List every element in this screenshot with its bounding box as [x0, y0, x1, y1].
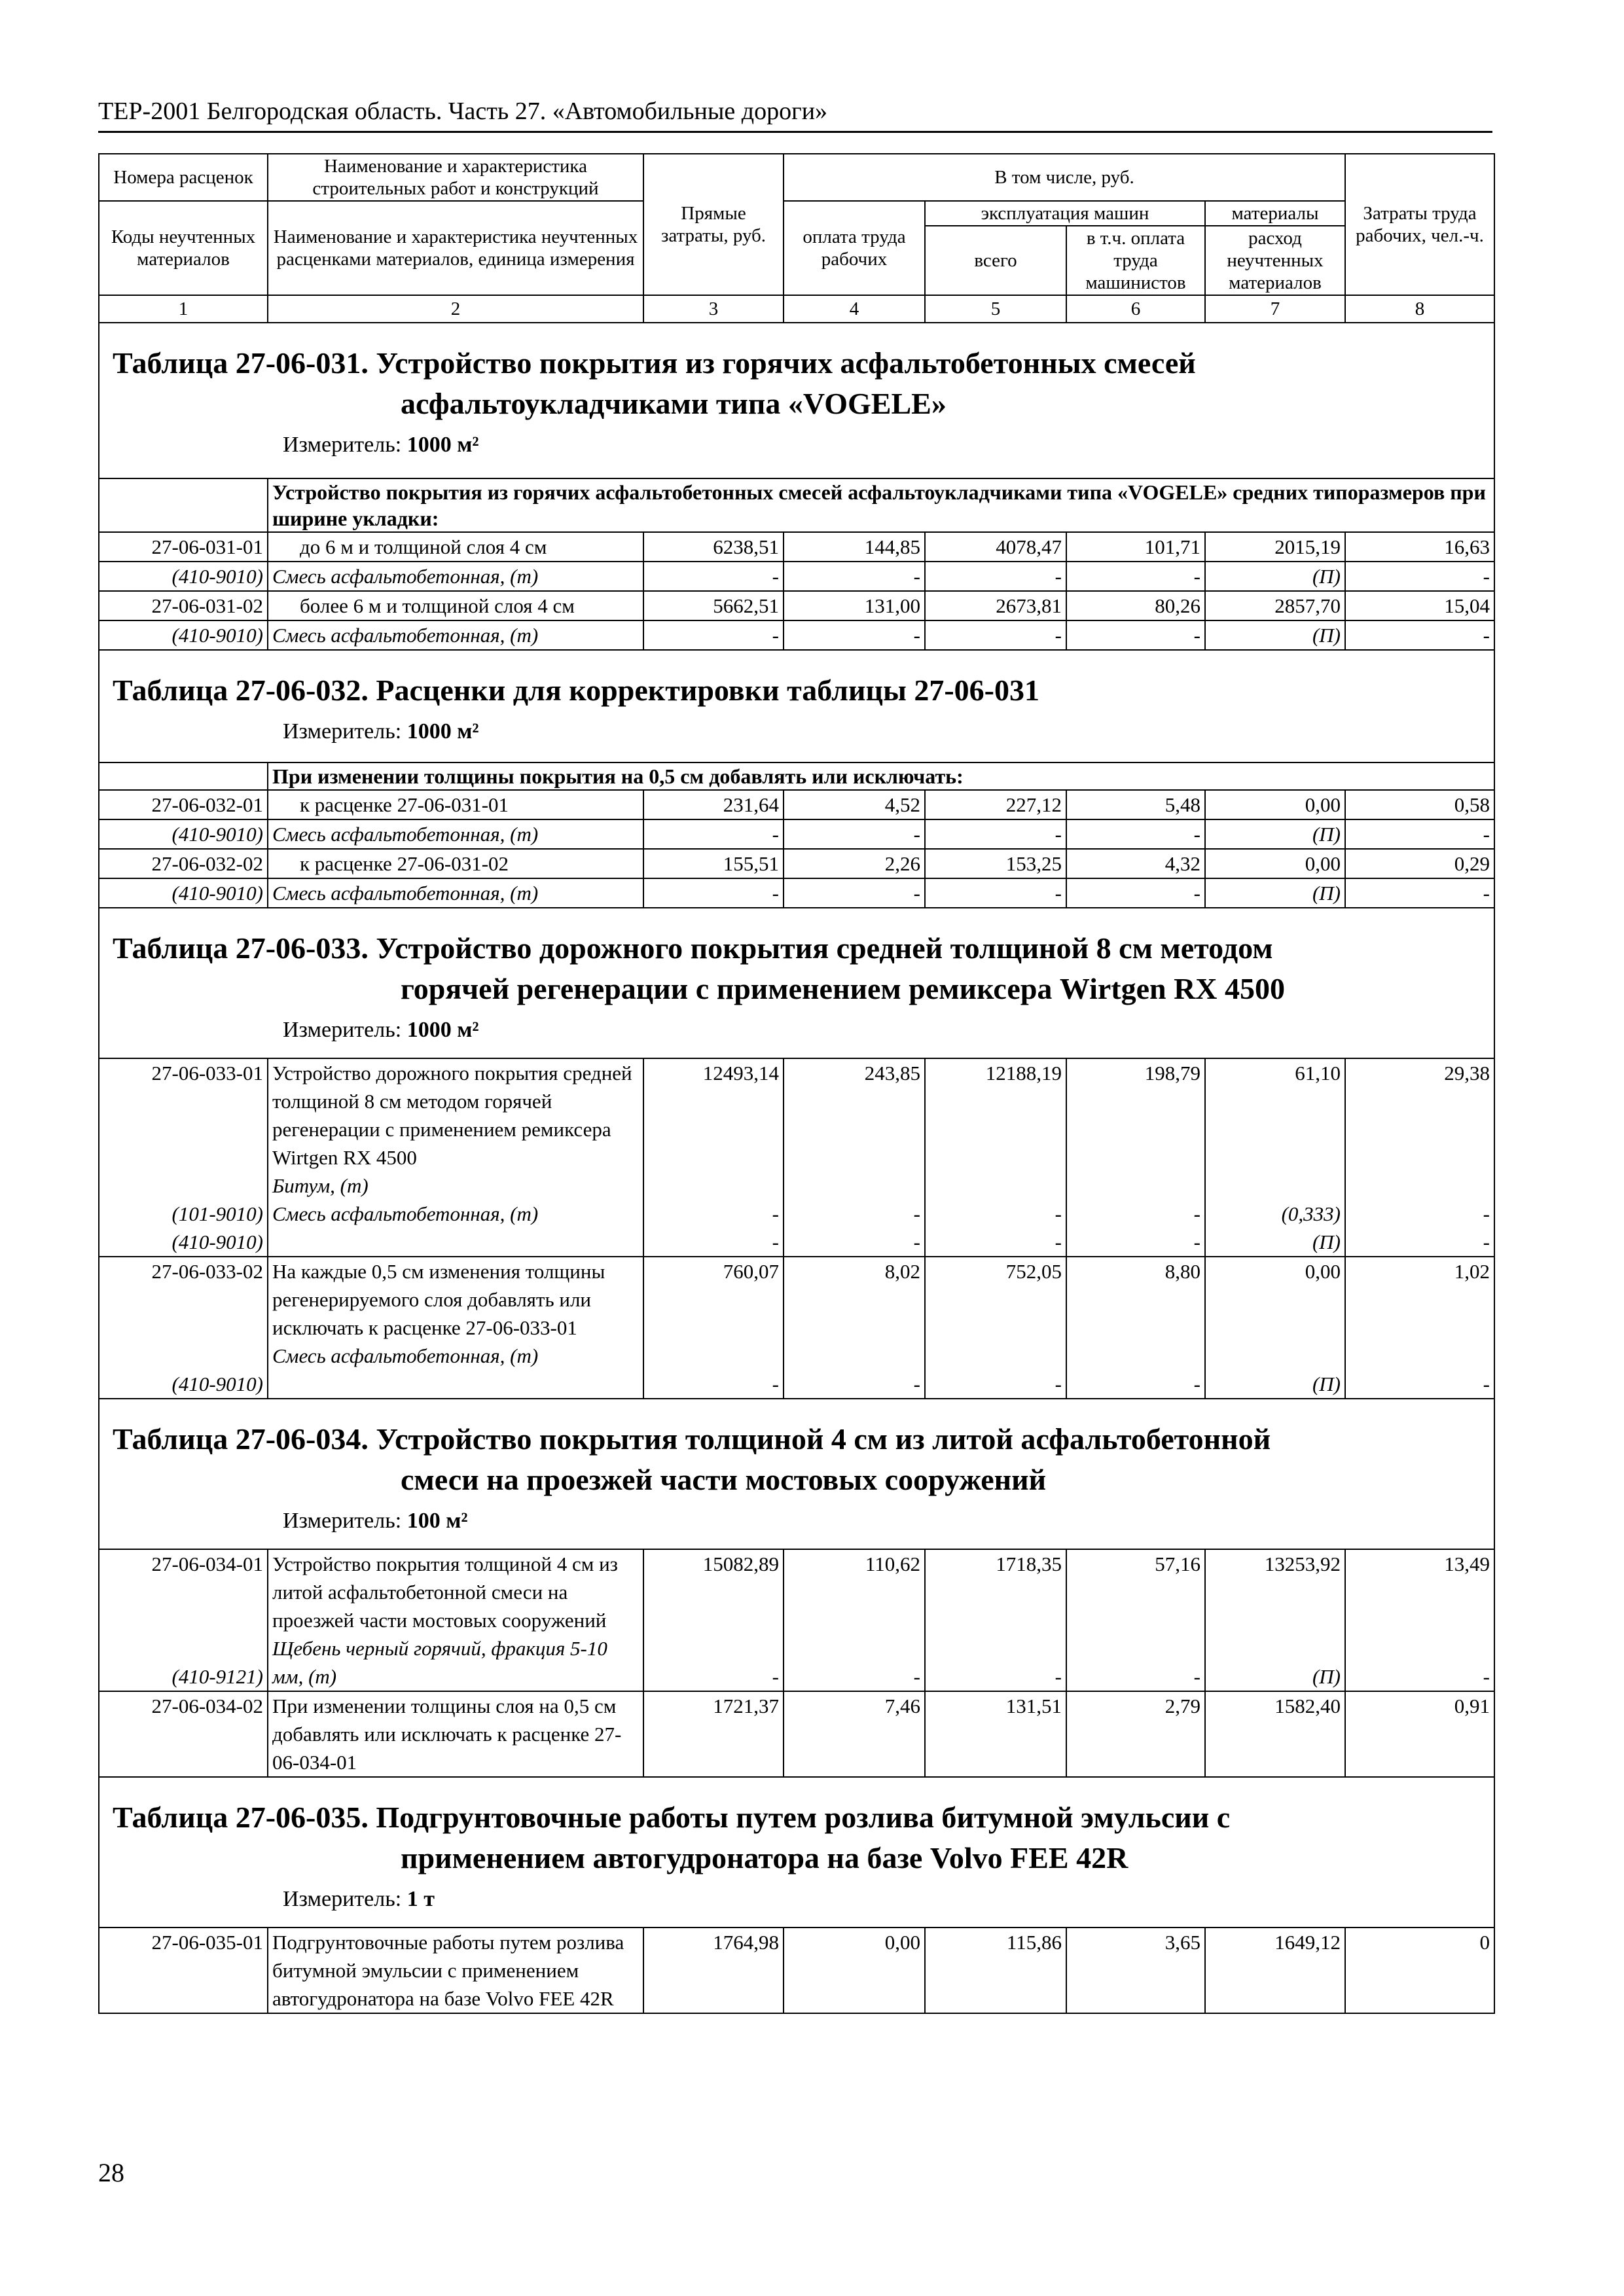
labor-costs: 0,58	[1345, 790, 1494, 819]
value-cell: 8,80 -	[1066, 1257, 1205, 1399]
material-value: -	[643, 819, 784, 849]
running-header: ТЕР-2001 Белгородская область. Часть 27. «Автомобильные дороги»	[98, 98, 828, 125]
head-machinists-pay: в т.ч. оплата труда машинистов	[1066, 226, 1205, 295]
workers-pay: 144,85	[784, 532, 925, 562]
value-cell: 13,49 -	[1345, 1549, 1494, 1691]
rate-row	[99, 1691, 1494, 1777]
head-machines-total: всего	[925, 226, 1066, 295]
machines-total: 4078,47	[925, 532, 1066, 562]
rates-document	[98, 153, 1494, 2014]
workers-pay: 4,52	[784, 790, 925, 819]
machines-total: 131,51	[925, 1691, 1066, 1777]
workers-pay: 2,26	[784, 849, 925, 878]
page-number: 28	[98, 2158, 124, 2187]
machinists-pay: 2,79	[1066, 1691, 1205, 1777]
materials: 2857,70	[1205, 591, 1345, 620]
labor-costs: 0,91	[1345, 1691, 1494, 1777]
measurement-unit: Измеритель: 100 м²	[283, 1509, 468, 1533]
material-value: (П)	[1205, 620, 1345, 650]
material-value: -	[1345, 562, 1494, 591]
direct-costs: 231,64	[643, 790, 784, 819]
rate-name: Устройство дорожного покрытия средней толщиной 8 см методом горячей регенерации с применением ремиксера Wirtgen RX 4500 Битум, (т) Смесь асфальтобетонная, (т)	[268, 1058, 643, 1257]
table-title: Таблица 27-06-032. Расценки для корректировки таблицы 27-06-031	[113, 673, 1040, 707]
labor-costs: 0	[1345, 1928, 1494, 2013]
rate-code: 27-06-034-01 (410-9121)	[99, 1549, 268, 1691]
rate-row	[99, 849, 1494, 878]
header-rule	[98, 131, 1492, 133]
head-materials: материалы	[1205, 201, 1345, 226]
rate-name: При изменении толщины слоя на 0,5 см добавлять или исключать к расценке 27-06-034-01	[268, 1691, 643, 1777]
labor-costs: 15,04	[1345, 591, 1494, 620]
machinists-pay: 5,48	[1066, 790, 1205, 819]
material-code: (410-9010)	[171, 1230, 263, 1253]
material-value: -	[784, 819, 925, 849]
material-value: -	[643, 620, 784, 650]
col-num: 7	[1205, 295, 1345, 323]
material-name: Смесь асфальтобетонная, (т)	[268, 620, 643, 650]
material-code: (410-9121)	[171, 1665, 263, 1688]
labor-costs: 0,29	[1345, 849, 1494, 878]
rate-code: 27-06-031-02	[99, 591, 268, 620]
rate-name: к расценке 27-06-031-02	[268, 849, 643, 878]
material-value: (П)	[1205, 562, 1345, 591]
material-value: -	[784, 562, 925, 591]
group-header: При изменении толщины покрытия на 0,5 см добавлять или исключать:	[268, 762, 1494, 790]
material-code: (410-9010)	[99, 562, 268, 591]
material-code: (410-9010)	[171, 1372, 263, 1395]
rate-name: более 6 м и толщиной слоя 4 см	[268, 591, 643, 620]
material-name: Щебень черный горячий, фракция 5-10 мм, (т)	[272, 1637, 607, 1688]
measurement-unit: Измеритель: 1 т	[283, 1887, 435, 1911]
labor-costs: 16,63	[1345, 532, 1494, 562]
material-value: -	[925, 562, 1066, 591]
table-title: Таблица 27-06-033. Устройство дорожного покрытия средней толщиной 8 см методом горячей регенерации с применением ремиксера Wirtgen RX 4500	[113, 931, 1286, 1005]
material-value: (П)	[1205, 819, 1345, 849]
rate-code: 27-06-032-01	[99, 790, 268, 819]
column-numbers-row	[99, 295, 1494, 323]
group-header: Устройство покрытия из горячих асфальтобетонных смесей асфальтоукладчиками типа «VOGELE» средних типоразмеров при ширине укладки:	[268, 478, 1494, 532]
material-value: -	[1066, 819, 1205, 849]
material-value: -	[1066, 878, 1205, 908]
workers-pay: 7,46	[784, 1691, 925, 1777]
value-cell: 760,07 -	[643, 1257, 784, 1399]
col-num: 3	[643, 295, 784, 323]
rate-row	[99, 1058, 1494, 1257]
col-num: 1	[99, 295, 268, 323]
machines-total: 227,12	[925, 790, 1066, 819]
workers-pay: 0,00	[784, 1928, 925, 2013]
rate-row	[99, 1549, 1494, 1691]
rate-row	[99, 532, 1494, 562]
rate-name: к расценке 27-06-031-01	[268, 790, 643, 819]
material-name: Смесь асфальтобетонная, (т)	[272, 1344, 539, 1367]
material-code: (410-9010)	[99, 819, 268, 849]
rate-code: 27-06-034-02	[99, 1691, 268, 1777]
value-cell: 1,02 -	[1345, 1257, 1494, 1399]
material-row	[99, 620, 1494, 650]
material-name: Смесь асфальтобетонная, (т)	[268, 562, 643, 591]
head-material-codes: Коды неучтенных материалов	[99, 201, 268, 295]
value-cell: 110,62 -	[784, 1549, 925, 1691]
rate-row	[99, 1257, 1494, 1399]
value-cell: 243,85 - -	[784, 1058, 925, 1257]
material-name: Смесь асфальтобетонная, (т)	[268, 878, 643, 908]
material-row	[99, 819, 1494, 849]
rate-code: 27-06-033-01 (101-9010) (410-9010)	[99, 1058, 268, 1257]
rate-name: Устройство покрытия толщиной 4 см из литой асфальтобетонной смеси на проезжей части мостовых сооружений Щебень черный горячий, фракция 5-10 мм, (т)	[268, 1549, 643, 1691]
material-name: Смесь асфальтобетонная, (т)	[272, 1202, 539, 1225]
material-value: -	[1345, 878, 1494, 908]
value-cell: 29,38 - -	[1345, 1058, 1494, 1257]
material-value: -	[784, 878, 925, 908]
table-title: Таблица 27-06-035. Подгрунтовочные работы путем розлива битумной эмульсии с применением автогудронатора на базе Volvo FEE 42R	[113, 1801, 1231, 1874]
head-work-name: Наименование и характеристика строительных работ и конструкций	[268, 154, 643, 201]
measurement-unit: Измеритель: 1000 м²	[283, 1018, 479, 1042]
material-value: -	[1345, 620, 1494, 650]
measurement-unit: Измеритель: 1000 м²	[283, 433, 479, 457]
material-value: -	[643, 878, 784, 908]
direct-costs: 1764,98	[643, 1928, 784, 2013]
rate-name: Подгрунтовочные работы путем розлива битумной эмульсии с применением автогудронатора на базе Volvo FEE 42R	[268, 1928, 643, 2013]
direct-costs: 5662,51	[643, 591, 784, 620]
rate-code: 27-06-035-01	[99, 1928, 268, 2013]
rate-row	[99, 591, 1494, 620]
direct-costs: 6238,51	[643, 532, 784, 562]
materials: 2015,19	[1205, 532, 1345, 562]
machinists-pay: 80,26	[1066, 591, 1205, 620]
value-cell: 1718,35 -	[925, 1549, 1066, 1691]
materials: 0,00	[1205, 790, 1345, 819]
material-value: -	[784, 620, 925, 650]
header-row-1	[99, 154, 1494, 201]
machines-total: 115,86	[925, 1928, 1066, 2013]
material-name: Битум, (т)	[272, 1174, 369, 1197]
material-value: (П)	[1205, 878, 1345, 908]
head-rate-number: Номера расценок	[99, 154, 268, 201]
section-title-row	[99, 908, 1494, 1058]
material-row	[99, 562, 1494, 591]
material-code: (410-9010)	[99, 878, 268, 908]
rate-code: 27-06-033-02 (410-9010)	[99, 1257, 268, 1399]
head-material-names: Наименование и характеристика неучтенных расценками материалов, единица измерения	[268, 201, 643, 295]
material-value: -	[925, 878, 1066, 908]
head-workers-pay: оплата труда рабочих	[784, 201, 925, 295]
material-name: Смесь асфальтобетонная, (т)	[268, 819, 643, 849]
section-title-row	[99, 650, 1494, 762]
material-value: -	[925, 620, 1066, 650]
machinists-pay: 3,65	[1066, 1928, 1205, 2013]
header-row-2	[99, 201, 1494, 226]
rate-code: 27-06-031-01	[99, 532, 268, 562]
head-material-use: расход неучтенных материалов	[1205, 226, 1345, 295]
material-code: (410-9010)	[99, 620, 268, 650]
machinists-pay: 4,32	[1066, 849, 1205, 878]
value-cell: 13253,92 (П)	[1205, 1549, 1345, 1691]
value-cell: 8,02 -	[784, 1257, 925, 1399]
material-value: -	[1345, 819, 1494, 849]
rate-row	[99, 790, 1494, 819]
rates-table	[98, 153, 1495, 2014]
value-cell: 57,16 -	[1066, 1549, 1205, 1691]
table-title: Таблица 27-06-031. Устройство покрытия из горячих асфальтобетонных смесей асфальтоукладчиками типа «VOGELE»	[113, 346, 1196, 420]
machinists-pay: 101,71	[1066, 532, 1205, 562]
machines-total: 2673,81	[925, 591, 1066, 620]
value-cell: 61,10 (0,333) (П)	[1205, 1058, 1345, 1257]
col-num: 2	[268, 295, 643, 323]
material-code: (101-9010)	[171, 1202, 263, 1225]
section-title-row	[99, 1777, 1494, 1928]
material-row	[99, 878, 1494, 908]
col-num: 5	[925, 295, 1066, 323]
materials: 0,00	[1205, 849, 1345, 878]
section-title-row	[99, 323, 1494, 478]
group-row	[99, 762, 1494, 790]
materials: 1582,40	[1205, 1691, 1345, 1777]
head-direct-costs: Прямые затраты, руб.	[643, 154, 784, 295]
material-value: -	[1066, 562, 1205, 591]
material-value: -	[925, 819, 1066, 849]
material-value: -	[1066, 620, 1205, 650]
materials: 1649,12	[1205, 1928, 1345, 2013]
measurement-unit: Измеритель: 1000 м²	[283, 719, 479, 744]
head-including: В том числе, руб.	[784, 154, 1345, 201]
machines-total: 153,25	[925, 849, 1066, 878]
value-cell: 15082,89 -	[643, 1549, 784, 1691]
rate-code: 27-06-032-02	[99, 849, 268, 878]
group-row	[99, 478, 1494, 532]
value-cell: 0,00 (П)	[1205, 1257, 1345, 1399]
workers-pay: 131,00	[784, 591, 925, 620]
direct-costs: 1721,37	[643, 1691, 784, 1777]
col-num: 4	[784, 295, 925, 323]
rate-name: до 6 м и толщиной слоя 4 см	[268, 532, 643, 562]
head-labor-costs: Затраты труда рабочих, чел.-ч.	[1345, 154, 1494, 295]
table-title: Таблица 27-06-034. Устройство покрытия толщиной 4 см из литой асфальтобетонной смеси на проезжей части мостовых сооружений	[113, 1422, 1271, 1496]
rate-name: На каждые 0,5 см изменения толщины регенерируемого слоя добавлять или исключать к расценке 27-06-033-01 Смесь асфальтобетонная, (т)	[268, 1257, 643, 1399]
value-cell: 752,05 -	[925, 1257, 1066, 1399]
material-value: -	[643, 562, 784, 591]
value-cell: 12188,19 - -	[925, 1058, 1066, 1257]
section-title-row	[99, 1399, 1494, 1549]
value-cell: 12493,14 - -	[643, 1058, 784, 1257]
col-num: 6	[1066, 295, 1205, 323]
rate-row	[99, 1928, 1494, 2013]
value-cell: 198,79 - -	[1066, 1058, 1205, 1257]
direct-costs: 155,51	[643, 849, 784, 878]
head-machines: эксплуатация машин	[925, 201, 1205, 226]
col-num: 8	[1345, 295, 1494, 323]
